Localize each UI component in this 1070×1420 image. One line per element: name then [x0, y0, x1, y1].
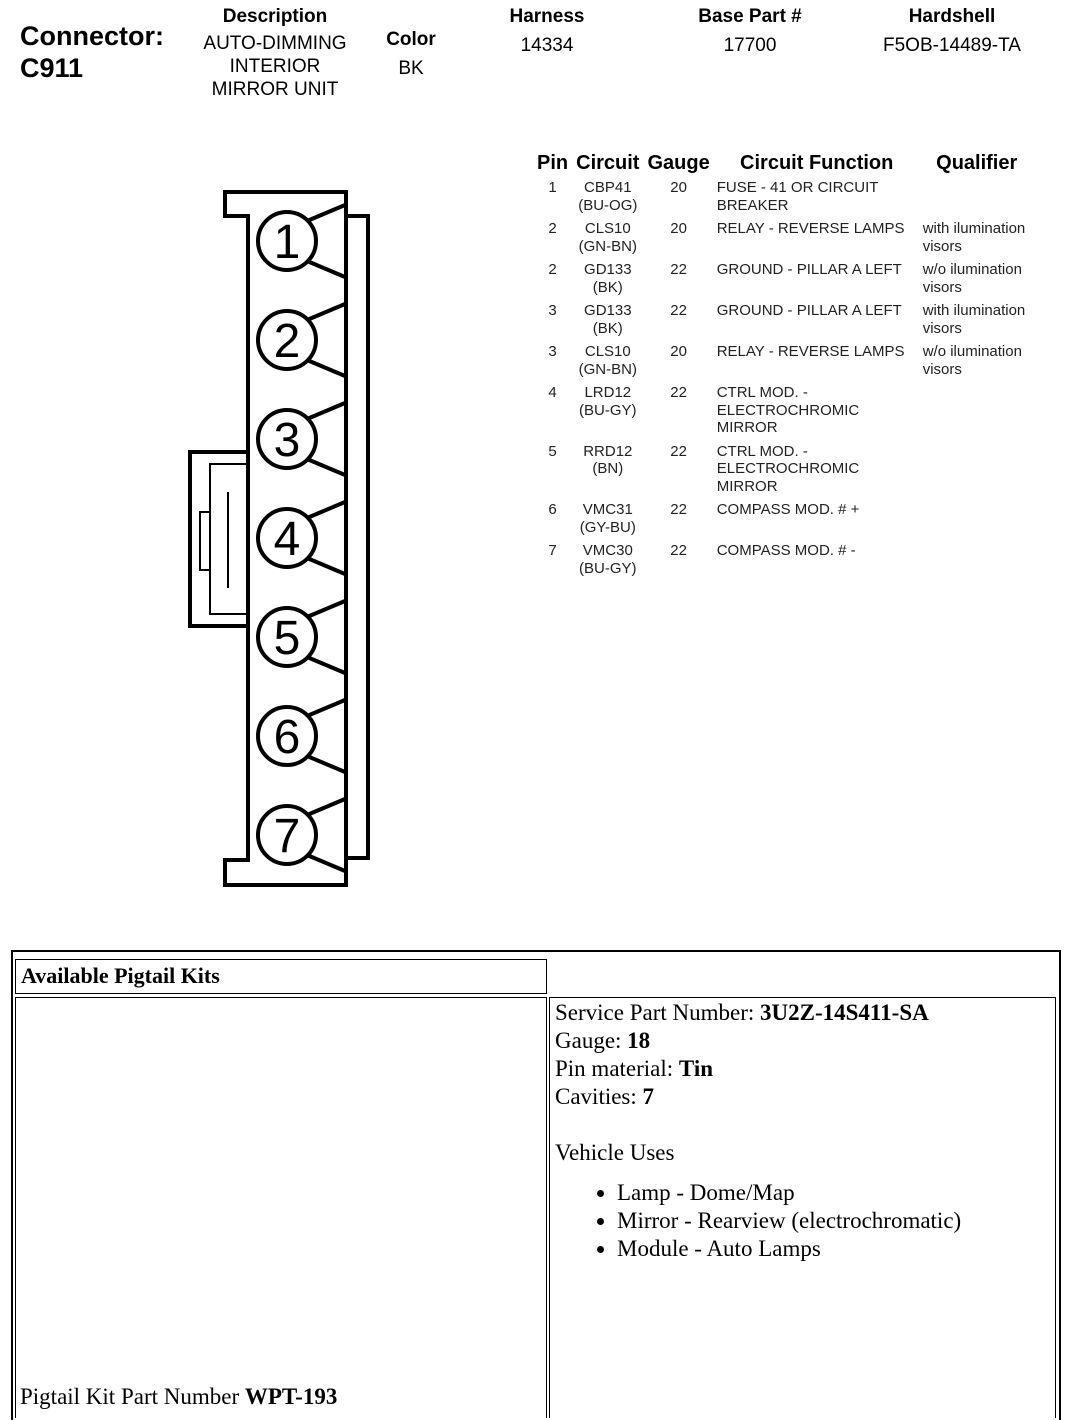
circuit-cell — [572, 443, 643, 502]
function-cell: CTRL MOD. - ELECTROCHROMIC MIRROR — [716, 442, 860, 495]
pin-cavity — [258, 502, 345, 574]
circuit-color: (BU-GY) — [579, 401, 637, 419]
cavities-label: Cavities: — [555, 1084, 643, 1109]
cavity-number: 6 — [273, 711, 301, 764]
pin-row — [533, 343, 1034, 384]
gauge-value: 18 — [627, 1028, 651, 1053]
circuit-cell — [572, 220, 643, 261]
description-block — [190, 6, 360, 101]
circuit-color: (GY-BU) — [579, 518, 636, 536]
pin-cavity — [258, 304, 345, 376]
kit-part-value: WPT-193 — [244, 1384, 338, 1409]
pin-cell: 2 — [548, 220, 557, 237]
function-cell: RELAY - REVERSE LAMPS — [716, 220, 905, 237]
gauge-cell: 22 — [670, 384, 687, 401]
service-part-line — [555, 999, 1050, 1027]
qualifier-cell — [920, 179, 1034, 220]
latch-tab — [200, 512, 210, 570]
gauge-cell: 22 — [670, 442, 687, 460]
circuit-color: (GN-BN) — [578, 237, 637, 255]
color-label: Color — [386, 29, 436, 50]
gauge-cell: 22 — [670, 501, 687, 518]
cavity-number: 5 — [273, 612, 301, 665]
pin-row — [533, 302, 1034, 343]
gauge-cell: 22 — [670, 261, 687, 278]
circuit-color: (BU-OG) — [578, 196, 638, 214]
cavity-number: 1 — [273, 216, 301, 269]
base-part-value: 17700 — [723, 35, 777, 56]
color-value: BK — [398, 58, 424, 79]
circuit-id: CLS10 — [584, 343, 631, 360]
pin-cavity — [258, 601, 345, 673]
connector-title — [20, 20, 164, 84]
pin-row — [533, 501, 1034, 542]
circuit-cell — [572, 261, 643, 302]
vehicle-uses-list — [555, 1179, 1050, 1263]
description-label: Description — [222, 6, 328, 27]
service-part-label: Service Part Number: — [555, 1000, 761, 1025]
circuit-cell — [572, 501, 643, 542]
harness-value: 14334 — [520, 35, 574, 56]
pin-cell: 5 — [548, 442, 557, 460]
function-cell: COMPASS MOD. # + — [716, 501, 860, 518]
pin-cavity — [258, 403, 345, 475]
color-block — [370, 29, 452, 80]
hardshell-value: F5OB-14489-TA — [883, 35, 1021, 56]
qualifier-cell — [920, 542, 1034, 583]
header-gauge: Gauge — [647, 152, 710, 174]
circuit-cell — [572, 542, 643, 583]
pin-row — [533, 261, 1034, 302]
gauge-cell: 22 — [670, 542, 687, 559]
circuit-id: CLS10 — [584, 220, 631, 237]
pin-cell: 2 — [548, 261, 557, 278]
pigtail-title: Available Pigtail Kits — [21, 963, 220, 988]
function-cell: GROUND - PILLAR A LEFT — [716, 261, 902, 278]
base-part-block — [670, 6, 830, 57]
function-cell: FUSE - 41 OR CIRCUIT BREAKER — [716, 179, 879, 214]
qualifier-cell: w/o ilumination visors — [922, 261, 1022, 296]
pin-material-line — [555, 1055, 1050, 1083]
circuit-cell — [572, 179, 643, 220]
gauge-cell: 22 — [670, 302, 687, 319]
cavity-number: 4 — [273, 513, 301, 566]
pin-row — [533, 542, 1034, 583]
gauge-cell: 20 — [670, 343, 687, 360]
pigtail-info — [550, 998, 1055, 1264]
kit-part-label: Pigtail Kit Part Number — [20, 1384, 245, 1409]
pin-cell: 1 — [548, 179, 557, 196]
qualifier-cell — [920, 443, 1034, 502]
pigtail-kit-part — [20, 1384, 337, 1410]
vehicle-use-item: • Mirror - Rearview (electrochromatic) — [617, 1207, 1050, 1235]
pin-row — [533, 220, 1034, 261]
circuit-color: (BN) — [592, 460, 624, 477]
hardshell-label: Hardshell — [908, 6, 996, 27]
hardshell-block — [862, 6, 1042, 57]
connector-id: C911 — [20, 53, 84, 83]
circuit-id: RRD12 — [583, 442, 633, 460]
pigtail-image-cell — [15, 997, 547, 1418]
circuit-color: (GN-BN) — [578, 360, 637, 378]
vehicle-uses-label: Vehicle Uses — [555, 1140, 675, 1165]
pin-cell: 4 — [548, 384, 557, 401]
harness-block — [487, 6, 607, 57]
gauge-label: Gauge: — [555, 1028, 628, 1053]
gauge-cell: 20 — [670, 179, 687, 196]
function-cell: COMPASS MOD. # - — [716, 542, 856, 559]
function-cell: RELAY - REVERSE LAMPS — [716, 343, 905, 360]
pin-cell: 7 — [548, 542, 557, 559]
gauge-line — [555, 1027, 1050, 1055]
circuit-color: (BK) — [592, 319, 623, 337]
pin-cell: 6 — [548, 501, 557, 518]
function-cell: CTRL MOD. - ELECTROCHROMIC MIRROR — [716, 384, 860, 436]
pin-table-header — [533, 152, 1034, 179]
pin-row — [533, 179, 1034, 220]
pin-cavity — [258, 700, 345, 772]
cavities-line — [555, 1083, 1050, 1111]
pin-cavity — [258, 205, 345, 277]
circuit-cell — [572, 343, 643, 384]
cavity-number: 3 — [273, 414, 301, 467]
circuit-color: (BU-GY) — [579, 559, 637, 577]
qualifier-cell — [920, 384, 1034, 443]
header-circuit-function: Circuit Function — [740, 152, 894, 174]
pin-cell: 3 — [548, 302, 557, 319]
connector-label: Connector: — [20, 21, 164, 51]
circuit-id: VMC31 — [582, 501, 633, 518]
function-cell: GROUND - PILLAR A LEFT — [716, 302, 902, 319]
qualifier-cell — [920, 501, 1034, 542]
pin-cavity — [258, 799, 345, 871]
connector-face-diagram — [180, 180, 380, 890]
pin-row — [533, 443, 1034, 502]
vehicle-use-item: • Module - Auto Lamps — [617, 1235, 1050, 1263]
header-qualifier: Qualifier — [936, 152, 1018, 174]
cavities-value: 7 — [642, 1084, 655, 1109]
cavity-number: 7 — [273, 810, 301, 863]
circuit-cell — [572, 384, 643, 443]
harness-label: Harness — [509, 6, 585, 27]
circuit-id: GD133 — [584, 302, 632, 319]
pigtail-title-cell — [15, 959, 547, 994]
base-part-label: Base Part # — [698, 6, 802, 27]
pigtail-info-cell — [549, 997, 1056, 1418]
pin-material-value: Tin — [678, 1056, 714, 1081]
circuit-cell — [572, 302, 643, 343]
circuit-id: GD133 — [584, 261, 632, 278]
cavity-number: 2 — [273, 315, 301, 368]
vehicle-use-item: • Lamp - Dome/Map — [617, 1179, 1050, 1207]
header-pin: Pin — [537, 152, 569, 174]
pin-material-label: Pin material: — [555, 1056, 679, 1081]
circuit-id: VMC30 — [582, 542, 633, 559]
qualifier-cell: w/o ilumination visors — [922, 343, 1022, 378]
service-part-value: 3U2Z-14S411-SA — [760, 1000, 929, 1025]
description-value: AUTO-DIMMING INTERIOR MIRROR UNIT — [203, 33, 347, 100]
gauge-cell: 20 — [670, 220, 687, 237]
pin-row — [533, 384, 1034, 443]
qualifier-cell: with ilumination visors — [922, 302, 1026, 337]
circuit-id: LRD12 — [584, 384, 632, 401]
latch-outline — [190, 452, 248, 626]
circuit-id: CBP41 — [584, 179, 632, 196]
circuit-color: (BK) — [592, 278, 623, 296]
pin-table — [533, 152, 1034, 583]
header-circuit: Circuit — [576, 152, 640, 174]
qualifier-cell: with ilumination visors — [922, 220, 1026, 255]
pin-cell: 3 — [548, 343, 557, 360]
